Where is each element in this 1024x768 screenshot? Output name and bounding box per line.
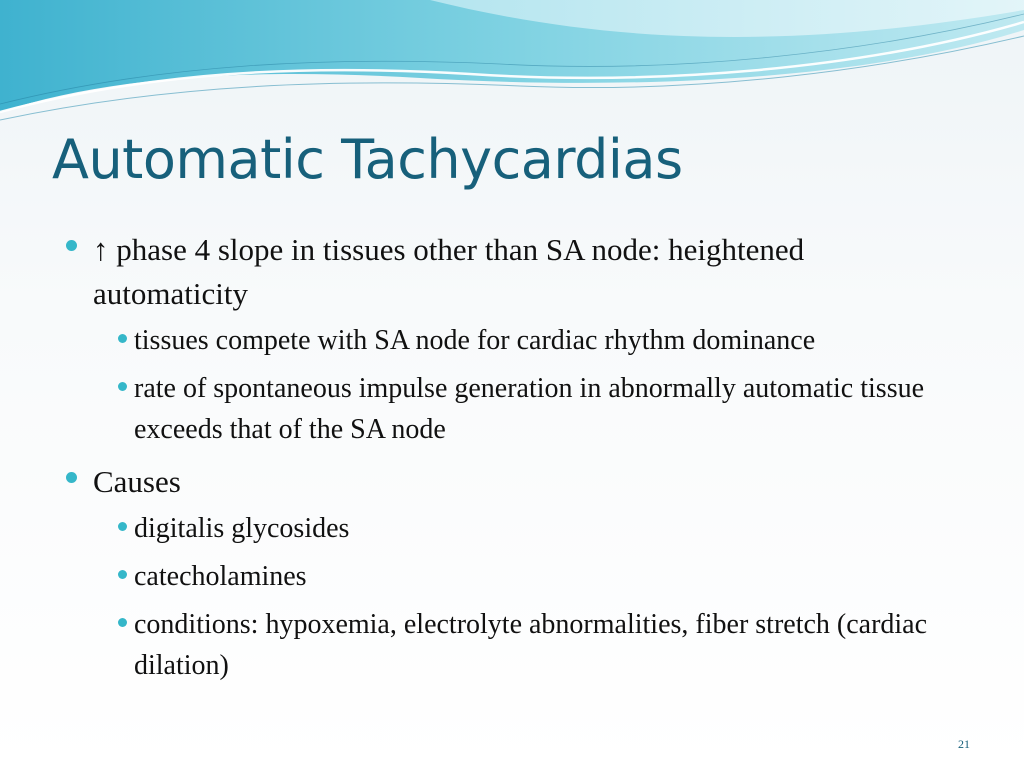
bullet-item bbox=[60, 228, 960, 450]
bullet-item bbox=[60, 460, 960, 686]
sub-bullet-text: catecholamines bbox=[134, 561, 307, 592]
bullet-list bbox=[60, 228, 960, 696]
sub-bullet-item bbox=[93, 556, 960, 597]
sub-bullet-icon bbox=[118, 618, 127, 627]
sub-bullet-text: rate of spontaneous impulse generation in abnormally automatic tissue exceeds that of the SA node bbox=[134, 373, 925, 445]
sub-bullet-icon bbox=[118, 570, 127, 579]
sub-bullet-text: digitalis glycosides bbox=[134, 513, 350, 544]
bullet-icon bbox=[66, 240, 77, 251]
sub-bullet-icon bbox=[118, 382, 127, 391]
sub-bullet-text: conditions: hypoxemia, electrolyte abnormalities, fiber stretch (cardiac dilation) bbox=[134, 609, 928, 681]
sub-bullet-item bbox=[93, 320, 960, 361]
sub-bullet-icon bbox=[118, 522, 127, 531]
sub-bullet-list bbox=[93, 320, 960, 450]
sub-bullet-item bbox=[93, 508, 960, 549]
sub-bullet-item bbox=[93, 604, 960, 686]
slide-title: Automatic Tachycardias bbox=[52, 128, 683, 191]
sub-bullet-list bbox=[93, 508, 960, 686]
bullet-icon bbox=[66, 472, 77, 483]
wave-header-decoration bbox=[0, 0, 1024, 130]
bullet-text: ↑ phase 4 slope in tissues other than SA node: heightened automaticity bbox=[93, 232, 805, 311]
sub-bullet-icon bbox=[118, 334, 127, 343]
sub-bullet-text: tissues compete with SA node for cardiac rhythm dominance bbox=[134, 325, 816, 356]
bullet-text: Causes bbox=[93, 464, 181, 499]
slide-number: 21 bbox=[958, 737, 970, 751]
sub-bullet-item bbox=[93, 368, 960, 450]
